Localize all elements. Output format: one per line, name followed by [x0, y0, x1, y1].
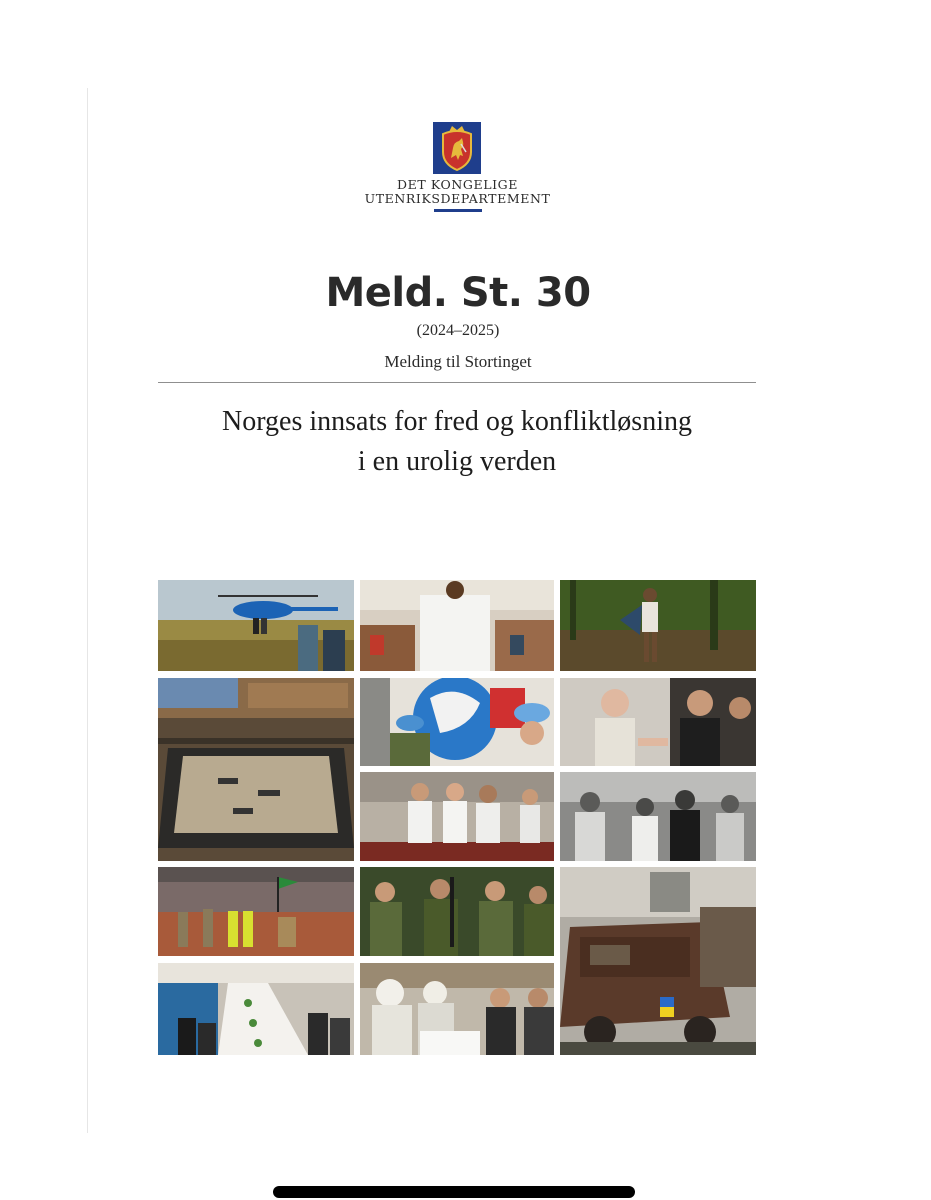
document-title [150, 402, 764, 482]
stadium-parade-photo [158, 867, 354, 956]
community-meeting-photo [360, 580, 554, 671]
document-session: (2024–2025) [416, 322, 500, 339]
title-divider [158, 382, 756, 383]
ministry-underline [434, 209, 482, 212]
agreement-signing-photo [360, 772, 554, 861]
delegation-meeting-photo [360, 963, 554, 1055]
ministry-name [330, 178, 585, 212]
handshake-crowd-photo [560, 678, 756, 766]
child-in-forest-photo [560, 580, 756, 671]
assembly-hall-photo [158, 678, 354, 861]
ministry-line-1: DET KONGELIGE [397, 177, 518, 192]
document-number: Meld. St. 30 [325, 270, 591, 316]
helicopter-landing-photo [158, 580, 354, 671]
female-fighters-photo [360, 867, 554, 956]
document-type: Melding til Stortinget [384, 352, 532, 371]
home-indicator[interactable] [273, 1186, 635, 1198]
destroyed-vehicle-photo [560, 867, 756, 1055]
ministry-line-2: UTENRIKSDEPARTEMENT [364, 191, 551, 206]
peacekeepers-mural-photo [360, 678, 554, 766]
historic-crowd-photo [560, 772, 756, 861]
coat-of-arms-icon [433, 122, 481, 174]
document-title-line-1: Norges innsats for fred og konfliktløsning [222, 406, 692, 437]
document-title-line-2: i en urolig verden [357, 446, 557, 477]
page-edge [87, 88, 88, 1133]
conference-table-photo [158, 963, 354, 1055]
